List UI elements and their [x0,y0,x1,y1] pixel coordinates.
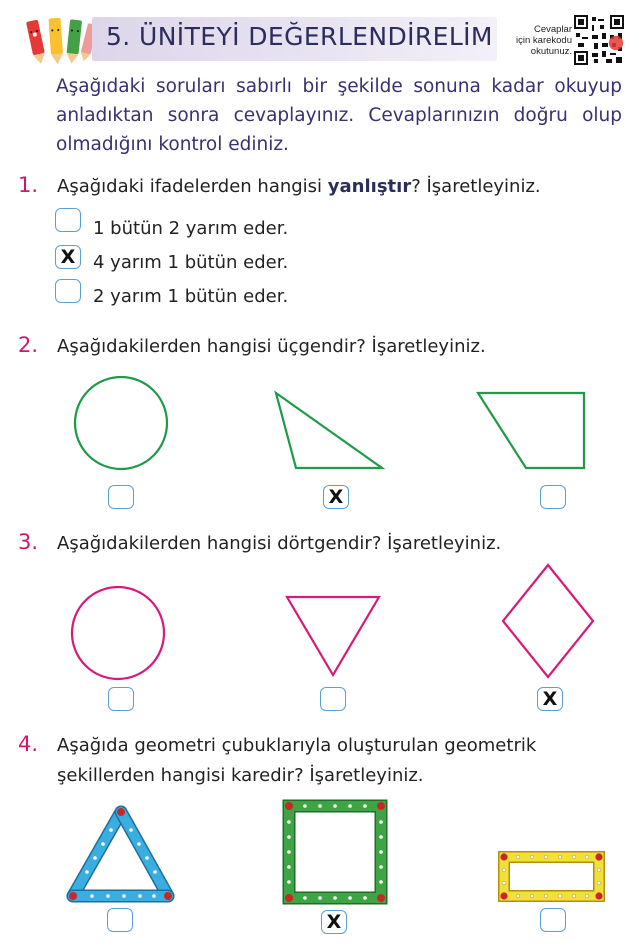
q3-choice-1-checkbox[interactable] [108,687,134,711]
q4-choice-1-checkbox[interactable] [107,908,133,932]
question-2-text: Aşağıdakilerden hangisi üçgendir? İşaretleyiniz. [57,336,486,357]
qr-caption-line-2: için karekodu [516,35,572,46]
instructions-text: Aşağıdaki soruları sabırlı bir şekilde sonuna kadar okuyup anladıktan sonra cevaplayınız. Cevaplarınızın doğru olup olmadığını kontrol ediniz. [56,76,622,155]
q2-choice-1-checkbox[interactable] [108,485,134,509]
q4-square-sticks-shape [285,802,385,902]
q1-option-2-label: 4 yarım 1 bütün eder. [93,252,289,273]
q4-choice-2-checkbox[interactable] [321,910,347,934]
question-3-text: Aşağıdakilerden hangisi dörtgendir? İşaretleyiniz. [57,533,502,554]
question-1-text-start: Aşağıdaki ifadelerden hangisi [57,176,328,197]
q3-choice-3-mark: X [542,687,558,710]
q3-circle-shape [72,587,164,679]
q4-choice-2-mark: X [326,910,342,933]
qr-caption-line-3: okutunuz. [530,46,572,57]
q3-triangle-shape [287,597,379,675]
q2-circle-shape [75,377,167,469]
question-4-text-line-1: Aşağıda geometri çubuklarıyla oluşturulan geometrik [57,735,537,756]
q4-choice-3-checkbox[interactable] [540,908,566,932]
question-2-number: 2. [18,333,39,357]
q2-choice-2-checkbox[interactable] [323,485,349,509]
question-1-text-end: ? İşaretleyiniz. [411,176,541,197]
q3-choice-2-checkbox[interactable] [320,687,346,711]
question-1-keyword: yanlıştır [327,176,412,197]
q1-option-2-mark: X [60,245,76,268]
q2-choice-3-checkbox[interactable] [540,485,566,509]
q3-choice-3-checkbox[interactable] [537,687,563,711]
q4-rectangle-sticks-shape [500,853,602,899]
question-4-number: 4. [18,732,39,756]
question-4-text-line-2: şekillerden hangisi karedir? İşaretleyiniz. [57,765,424,786]
q3-diamond-shape [503,565,593,677]
q2-choice-2-mark: X [328,485,344,508]
q2-trapezoid-shape [478,393,584,468]
q2-triangle-shape [276,393,382,468]
q4-triangle-sticks-shape [69,808,172,900]
question-1-number: 1. [18,173,39,197]
page-title: 5. ÜNİTEYİ DEĞERLENDİRELİM [106,22,493,51]
question-3-number: 3. [18,530,39,554]
qr-caption-line-1: Cevaplar [533,24,572,35]
q1-option-1-label: 1 bütün 2 yarım eder. [93,218,289,239]
q1-option-3-label: 2 yarım 1 bütün eder. [93,286,289,307]
